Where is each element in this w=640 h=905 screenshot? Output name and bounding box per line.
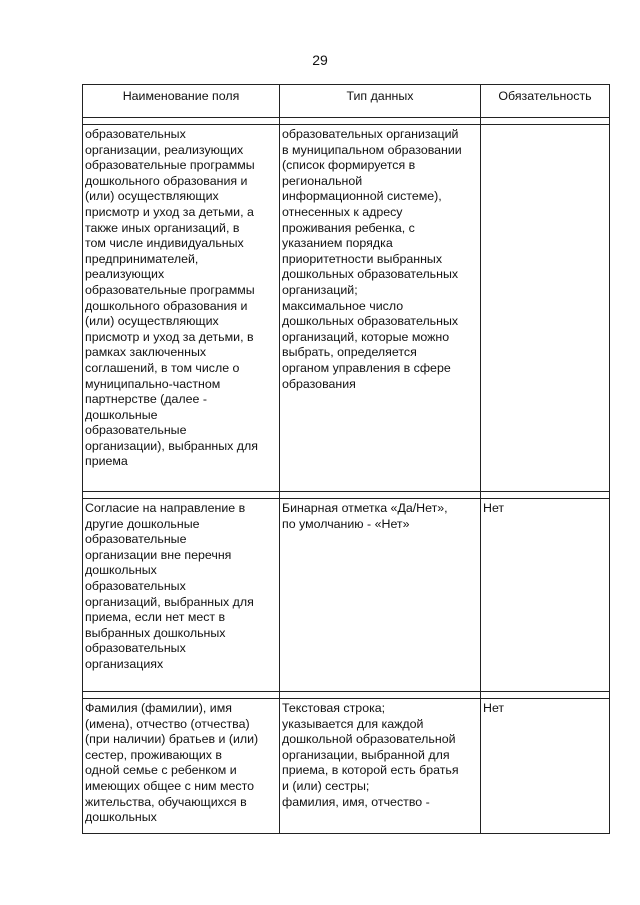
spacer-cell [481,118,610,125]
data-type-cell [280,125,481,492]
field-name-cell [83,125,280,492]
table-header-row [83,85,610,118]
spacer-cell [280,692,481,699]
required-cell [481,699,610,834]
requirements-table [82,84,610,834]
row-spacer [83,692,610,699]
spacer-cell [83,692,280,699]
field-name-cell [83,499,280,692]
required-text: Нет [483,501,505,515]
field-name-text: Фамилия (фамилии), имя (имена), отчество (отчества) (при наличии) братьев и (или) сестер, проживающих в одной семье с ребенком и имеющих общее с ним место жительства, обучающихся в дошкольных [85,701,259,825]
header-data-type: Тип данных [280,85,481,118]
data-type-text: Текстовая строка; указывается для каждой дошкольной образовательной организации, выбранной для приема, в которой есть братья и (или) сестры; фамилия, имя, отчество - [282,701,459,809]
header-spacer-row [83,118,610,125]
data-type-cell [280,499,481,692]
data-type-text: образовательных организаций в муниципальном образовании (список формируется в региональной информационной системе), отнесенных к адресу проживания ребенка, с указанием порядка приоритетности выбранных дошкольных образовательных организаций; максимальное число дошкольных образовательных организаций, которые можно выбрать, определяется органом управления в сфере образования [282,127,462,391]
spacer-cell [481,492,610,499]
field-name-text: образовательных организации, реализующих образовательные программы дошкольного образования и (или) осуществляющих присмотр и уход за детьми, а также иных организаций, в том числе индивидуальных предпринимателей, реализующих образовательные программы дошкольного образования и (или) осуществляющих присмотр и уход за детьми, в рамках заключенных соглашений, в том числе о муниципально-частном партнерстве (далее - дошкольные образовательные организации), выбранных для приема [85,127,258,469]
table-row [83,499,610,692]
table-row [83,125,610,492]
data-type-cell [280,699,481,834]
row-spacer [83,492,610,499]
spacer-cell [83,492,280,499]
spacer-cell [83,118,280,125]
field-name-cell [83,699,280,834]
header-field-name: Наименование поля [83,85,280,118]
spacer-cell [481,692,610,699]
spacer-cell [280,118,481,125]
data-type-text: Бинарная отметка «Да/Нет», по умолчанию - «Нет» [282,501,448,531]
required-cell [481,499,610,692]
header-required: Обязательность [481,85,610,118]
field-name-text: Согласие на направление в другие дошкольные образовательные организации вне перечня дошкольных образовательных организаций, выбранных для приема, если нет мест в выбранных дошкольных образовательных организациях [85,501,254,671]
table-row [83,699,610,834]
required-text: Нет [483,701,505,715]
page-number: 29 [312,52,328,68]
required-cell [481,125,610,492]
spacer-cell [280,492,481,499]
